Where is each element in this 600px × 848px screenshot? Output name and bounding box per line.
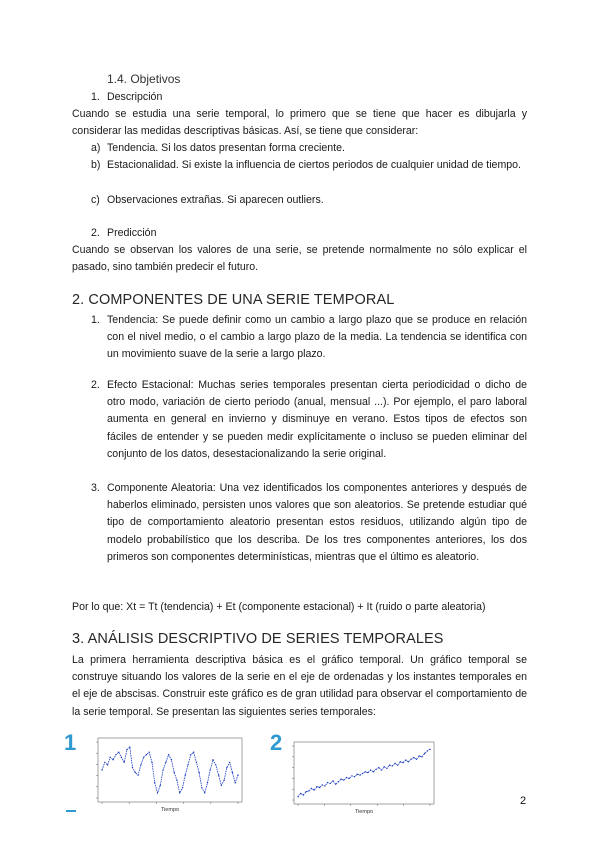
data-point bbox=[370, 769, 371, 770]
list-item-mark: 2. bbox=[91, 379, 100, 391]
data-point bbox=[218, 774, 219, 775]
data-point bbox=[129, 746, 130, 747]
data-point bbox=[394, 763, 395, 764]
data-point bbox=[384, 766, 385, 767]
data-point bbox=[110, 757, 111, 758]
data-point bbox=[305, 791, 306, 792]
data-point bbox=[121, 757, 122, 758]
data-point bbox=[146, 754, 147, 755]
data-point bbox=[421, 756, 422, 757]
data-point bbox=[346, 777, 347, 778]
data-point bbox=[237, 774, 238, 775]
data-point bbox=[182, 787, 183, 788]
data-point bbox=[132, 767, 133, 768]
data-point bbox=[365, 771, 366, 772]
chart-1-plot bbox=[96, 738, 242, 813]
list-number: 2. bbox=[91, 227, 100, 239]
data-point bbox=[221, 785, 222, 786]
data-point bbox=[297, 796, 298, 797]
x-axis-label: Tiempo bbox=[354, 809, 374, 815]
data-point bbox=[176, 780, 177, 781]
data-point bbox=[408, 761, 409, 762]
section-heading-analisis: 3. ANÁLISIS DESCRIPTIVO DE SERIES TEMPORALES bbox=[72, 631, 444, 647]
data-point bbox=[303, 794, 304, 795]
paragraph-descripcion: Cuando se estudia una serie temporal, lo primero que se tiene que hacer es dibujarla y considerar las medidas descriptivas básicas. Así, se tiene que considerar: bbox=[72, 108, 527, 138]
data-point bbox=[174, 772, 175, 773]
data-point bbox=[386, 768, 387, 769]
list-item-tendencia: Tendencia: Se puede definir como un cambio a largo plazo que se produce en relación con el nivel medio, o el cambio a largo plazo de la media. La tendencia se identifica con un movimiento suave de la serie a largo plazo. bbox=[107, 314, 527, 361]
data-point bbox=[397, 764, 398, 765]
data-point bbox=[330, 783, 331, 784]
data-point bbox=[354, 776, 355, 777]
data-point bbox=[185, 774, 186, 775]
data-point bbox=[215, 764, 216, 765]
list-number: 1. bbox=[91, 91, 100, 103]
data-point bbox=[212, 759, 213, 760]
data-point bbox=[402, 762, 403, 763]
data-point bbox=[101, 769, 102, 770]
subheading-prediccion: Predicción bbox=[107, 227, 157, 239]
data-point bbox=[135, 772, 136, 773]
chart-2-plot bbox=[292, 742, 434, 815]
data-point bbox=[104, 762, 105, 763]
data-point bbox=[143, 757, 144, 758]
data-point bbox=[392, 765, 393, 766]
data-point bbox=[335, 784, 336, 785]
data-point bbox=[389, 764, 390, 765]
data-point bbox=[338, 781, 339, 782]
plot-frame bbox=[98, 738, 242, 802]
data-point bbox=[314, 789, 315, 790]
data-point bbox=[378, 767, 379, 768]
data-point bbox=[137, 774, 138, 775]
data-point bbox=[207, 782, 208, 783]
chart-1 bbox=[78, 730, 248, 814]
chart-2 bbox=[282, 734, 440, 816]
data-point bbox=[340, 779, 341, 780]
data-point bbox=[160, 785, 161, 786]
list-item: Observaciones extrañas. Si aparecen outliers. bbox=[107, 194, 324, 206]
data-point bbox=[201, 787, 202, 788]
data-point bbox=[107, 764, 108, 765]
data-point bbox=[165, 762, 166, 763]
data-point bbox=[157, 792, 158, 793]
data-point bbox=[196, 762, 197, 763]
data-point bbox=[232, 772, 233, 773]
list-item-estacional: Efecto Estacional: Muchas series temporales presentan cierta periodicidad o dicho de otro modo, variación de cierto periodo (anual, mensual ...). Por ejemplo, el paro laboral aumenta en general en invierno y disminuye en verano. Estos tipos de efectos son fáciles de entender y se pueden medir explícitamente o incluso se pueden eliminar del conjunto de los datos, desestacionalizando la serie original. bbox=[107, 379, 527, 460]
data-point bbox=[112, 759, 113, 760]
data-point bbox=[151, 762, 152, 763]
data-point bbox=[179, 792, 180, 793]
data-point bbox=[405, 759, 406, 760]
data-point bbox=[332, 780, 333, 781]
data-point bbox=[351, 775, 352, 776]
list-item-mark: a) bbox=[91, 142, 101, 154]
data-point bbox=[210, 769, 211, 770]
paragraph-analisis: La primera herramienta descriptiva básica es el gráfico temporal. Un gráfico temporal se construye situando los valores de la serie en el eje de ordenadas y los instantes temporales en el eje de abscisas. Construir este gráfico es de gran utilidad para observar el comportamiento de la serie temporal. Se presentan las siguientes series temporales: bbox=[72, 654, 527, 718]
data-point bbox=[118, 752, 119, 753]
paragraph-prediccion: Cuando se observan los valores de una serie, se pretende normalmente no sólo explicar el pasado, sino también predecir el futuro. bbox=[72, 244, 527, 274]
data-point bbox=[410, 759, 411, 760]
data-point bbox=[154, 782, 155, 783]
data-point bbox=[308, 790, 309, 791]
list-item: Estacionalidad. Si existe la influencia de ciertos periodos de cualquier unidad de tiempo. bbox=[107, 159, 521, 171]
data-point bbox=[171, 759, 172, 760]
x-axis-label: Tiempo bbox=[160, 807, 180, 813]
data-point bbox=[362, 773, 363, 774]
data-point bbox=[322, 784, 323, 785]
data-point bbox=[126, 749, 127, 750]
section-heading-objetivos: 1.4. Objetivos bbox=[107, 72, 181, 86]
data-point bbox=[373, 771, 374, 772]
data-point bbox=[427, 750, 428, 751]
list-item: Tendencia. Si los datos presentan forma creciente. bbox=[107, 142, 345, 154]
list-item-mark: 1. bbox=[91, 314, 100, 326]
list-item-aleatoria: Componente Aleatoria: Una vez identificados los componentes anteriores y después de haberlos eliminado, persisten unos valores que son aleatorios. Se pretende estudiar qué tipo de comportamiento aleatorio presentan estos residuos, utilizando algún tipo de modelo probabilístico que los describa. De los tres componentes anteriores, los dos primeros son componentes determinísticas, mientras que el último es aleatorio. bbox=[107, 482, 527, 563]
data-point bbox=[349, 778, 350, 779]
data-point bbox=[367, 772, 368, 773]
figure-number-2: 2 bbox=[270, 730, 283, 755]
data-point bbox=[419, 755, 420, 756]
data-point bbox=[424, 753, 425, 754]
figure-number-1: 1 bbox=[64, 730, 77, 755]
data-point bbox=[316, 786, 317, 787]
data-point bbox=[300, 793, 301, 794]
list-item-mark: c) bbox=[91, 194, 100, 206]
list-item-mark: b) bbox=[91, 159, 101, 171]
data-point bbox=[124, 762, 125, 763]
data-point bbox=[416, 759, 417, 760]
data-point bbox=[204, 792, 205, 793]
data-point bbox=[235, 782, 236, 783]
page-number: 2 bbox=[520, 795, 527, 807]
data-point bbox=[324, 785, 325, 786]
data-point bbox=[198, 772, 199, 773]
data-point bbox=[149, 752, 150, 753]
data-point bbox=[162, 769, 163, 770]
data-point bbox=[187, 764, 188, 765]
data-point bbox=[357, 774, 358, 775]
section-heading-componentes: 2. COMPONENTES DE UNA SERIE TEMPORAL bbox=[72, 292, 395, 308]
data-point bbox=[319, 787, 320, 788]
data-point bbox=[429, 749, 430, 750]
data-point bbox=[193, 752, 194, 753]
data-point bbox=[381, 769, 382, 770]
data-point bbox=[359, 774, 360, 775]
data-point bbox=[226, 767, 227, 768]
formula-line: Por lo que: Xt = Tt (tendencia) + Et (componente estacional) + It (ruido o parte aleatoria) bbox=[72, 601, 486, 613]
subheading-descripcion: Descripción bbox=[107, 91, 163, 103]
data-point bbox=[343, 779, 344, 780]
data-point bbox=[115, 754, 116, 755]
data-point bbox=[190, 754, 191, 755]
data-point bbox=[413, 757, 414, 758]
data-point bbox=[168, 754, 169, 755]
data-point bbox=[375, 769, 376, 770]
data-point bbox=[223, 780, 224, 781]
data-point bbox=[140, 764, 141, 765]
data-point bbox=[400, 761, 401, 762]
figure-accent-mark bbox=[66, 810, 76, 812]
data-point bbox=[327, 782, 328, 783]
list-item-mark: 3. bbox=[91, 482, 100, 494]
data-point bbox=[311, 788, 312, 789]
data-point bbox=[229, 762, 230, 763]
